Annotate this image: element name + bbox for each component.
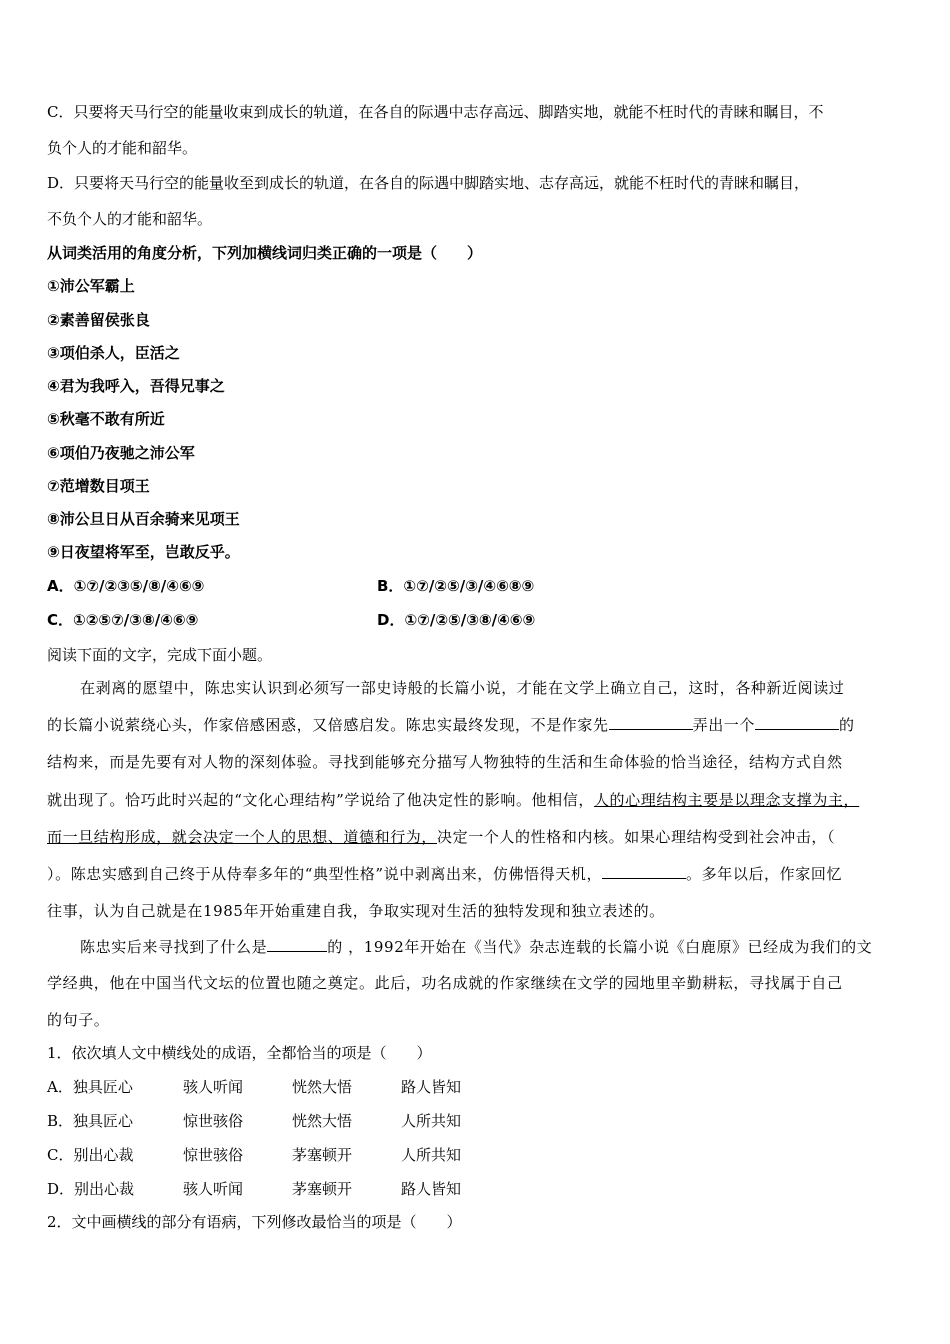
wordclass-item: ⑧沛公旦日从百余骑来见项王 — [47, 510, 240, 528]
q1-option-b[interactable]: B．独具匠心 — [47, 1112, 134, 1130]
passage-p1-line4: 就出现了。恰巧此时兴起的“文化心理结构”学说给了他决定性的影响。他相信，人的心理结构主要是以理念支撑为主， — [47, 791, 860, 809]
option-c-line2: 负个人的才能和韶华。 — [47, 139, 198, 157]
q1-option-c-word2: 惊世骇俗 — [183, 1146, 244, 1164]
q1-option-d-word4: 路人皆知 — [401, 1180, 462, 1198]
question-1-stem: 1．依次填人文中横线处的成语，全都恰当的项是（ ） — [47, 1044, 432, 1062]
passage-p1-line3: 结构来，而是先要有对人物的深刻体验。寻找到能够充分描写人物独特的生活和生命体验的恰当途径，结构方式自然 — [47, 753, 843, 771]
question-2-stem: 2．文中画横线的部分有语病，下列修改最恰当的项是（ ） — [47, 1213, 462, 1231]
wordclass-item: ③项伯杀人，臣活之 — [47, 344, 180, 362]
q1-option-b-word2: 惊世骇俗 — [183, 1112, 244, 1130]
passage-p1-line5: 而一旦结构形成，就会决定一个人的思想、道德和行为，决定一个人的性格和内核。如果心理结构受到社会冲击，（ — [47, 828, 836, 846]
question-wordclass-stem: 从词类活用的角度分析，下列加横线词归类正确的一项是（ ） — [47, 244, 483, 262]
q1-option-b-word4: 人所共知 — [401, 1112, 462, 1130]
wordclass-option-d[interactable]: D．①⑦/②⑤/③⑧/④⑥⑨ — [377, 611, 536, 629]
q1-option-c-word3: 茅塞顿开 — [292, 1146, 353, 1164]
passage-p2-line3: 的句子。 — [47, 1011, 110, 1029]
q1-option-d-word3: 茅塞顿开 — [292, 1180, 353, 1198]
passage-p1-line6: ）。陈忠实感到自己终于从侍奉多年的“典型性格”说中剥离出来，仿佛悟得天机， 。多年以后，作家回忆 — [47, 865, 843, 883]
q1-option-d-word2: 骇人听闻 — [183, 1180, 244, 1198]
blank-3[interactable] — [602, 864, 686, 879]
q1-option-a[interactable]: A．独具匠心 — [47, 1078, 133, 1096]
wordclass-option-c[interactable]: C．①②⑤⑦/③⑧/④⑥⑨ — [47, 611, 199, 629]
wordclass-item: ①沛公军霸上 — [47, 277, 135, 295]
q1-option-c[interactable]: C．别出心裁 — [47, 1146, 134, 1164]
underlined-sentence-part2: 而一旦结构形成，就会决定一个人的思想、道德和行为， — [47, 828, 438, 846]
q1-option-a-word2: 骇人听闻 — [183, 1078, 244, 1096]
wordclass-item: ⑥项伯乃夜驰之沛公军 — [47, 444, 195, 462]
option-d-line1: D．只要将天马行空的能量收至到成长的轨道，在各自的际遇中脚踏实地、志存高远，就能不枉时代的青睐和瞩目， — [47, 174, 810, 192]
wordclass-item: ④君为我呼入，吾得兄事之 — [47, 377, 225, 395]
blank-2[interactable] — [755, 715, 839, 730]
underlined-sentence-part1: 人的心理结构主要是以理念支撑为主， — [593, 791, 860, 809]
passage-p2-line1: 陈忠实后来寻找到了什么是 的 ，1992年开始在《当代》杂志连载的长篇小说《白鹿原》已经成为我们的文 — [80, 938, 873, 956]
q1-option-b-word3: 恍然大悟 — [292, 1112, 353, 1130]
q1-option-c-word4: 人所共知 — [401, 1146, 462, 1164]
option-d-line2: 不负个人的才能和韶华。 — [47, 210, 213, 228]
reading-instruction: 阅读下面的文字，完成下面小题。 — [47, 646, 273, 664]
wordclass-option-a[interactable]: A．①⑦/②③⑤/⑧/④⑥⑨ — [47, 577, 205, 595]
wordclass-item: ⑦范增数目项王 — [47, 477, 150, 495]
wordclass-item: ②素善留侯张良 — [47, 311, 150, 329]
wordclass-item: ⑤秋毫不敢有所近 — [47, 410, 165, 428]
passage-p1-line1: 在剥离的愿望中，陈忠实认识到必须写一部史诗般的长篇小说，才能在文学上确立自己，这时，各种新近阅读过 — [80, 679, 845, 697]
q1-option-d[interactable]: D．别出心裁 — [47, 1180, 135, 1198]
q1-option-a-word3: 恍然大悟 — [292, 1078, 353, 1096]
wordclass-option-b[interactable]: B．①⑦/②⑤/③/④⑥⑧⑨ — [377, 577, 535, 595]
passage-p1-line2: 的长篇小说萦绕心头，作家倍感困惑，又倍感启发。陈忠实最终发现，不是作家先 弄出一个 的 — [47, 716, 855, 734]
passage-p2-line2: 学经典，他在中国当代文坛的位置也随之奠定。此后，功名成就的作家继续在文学的园地里辛勤耕耘，寻找属于自己 — [47, 974, 843, 992]
q1-option-a-word4: 路人皆知 — [401, 1078, 462, 1096]
blank-1[interactable] — [609, 715, 693, 730]
option-c-line1: C．只要将天马行空的能量收束到成长的轨道，在各自的际遇中志存高远、脚踏实地，就能不枉时代的青睐和瞩目，不 — [47, 103, 824, 121]
blank-4[interactable] — [267, 937, 327, 952]
wordclass-item: ⑨日夜望将军至，岂敢反乎。 — [47, 543, 240, 561]
passage-p1-line7: 往事，认为自己就是在1985年开始重建自我，争取实现对生活的独特发现和独立表述的。 — [47, 902, 665, 920]
